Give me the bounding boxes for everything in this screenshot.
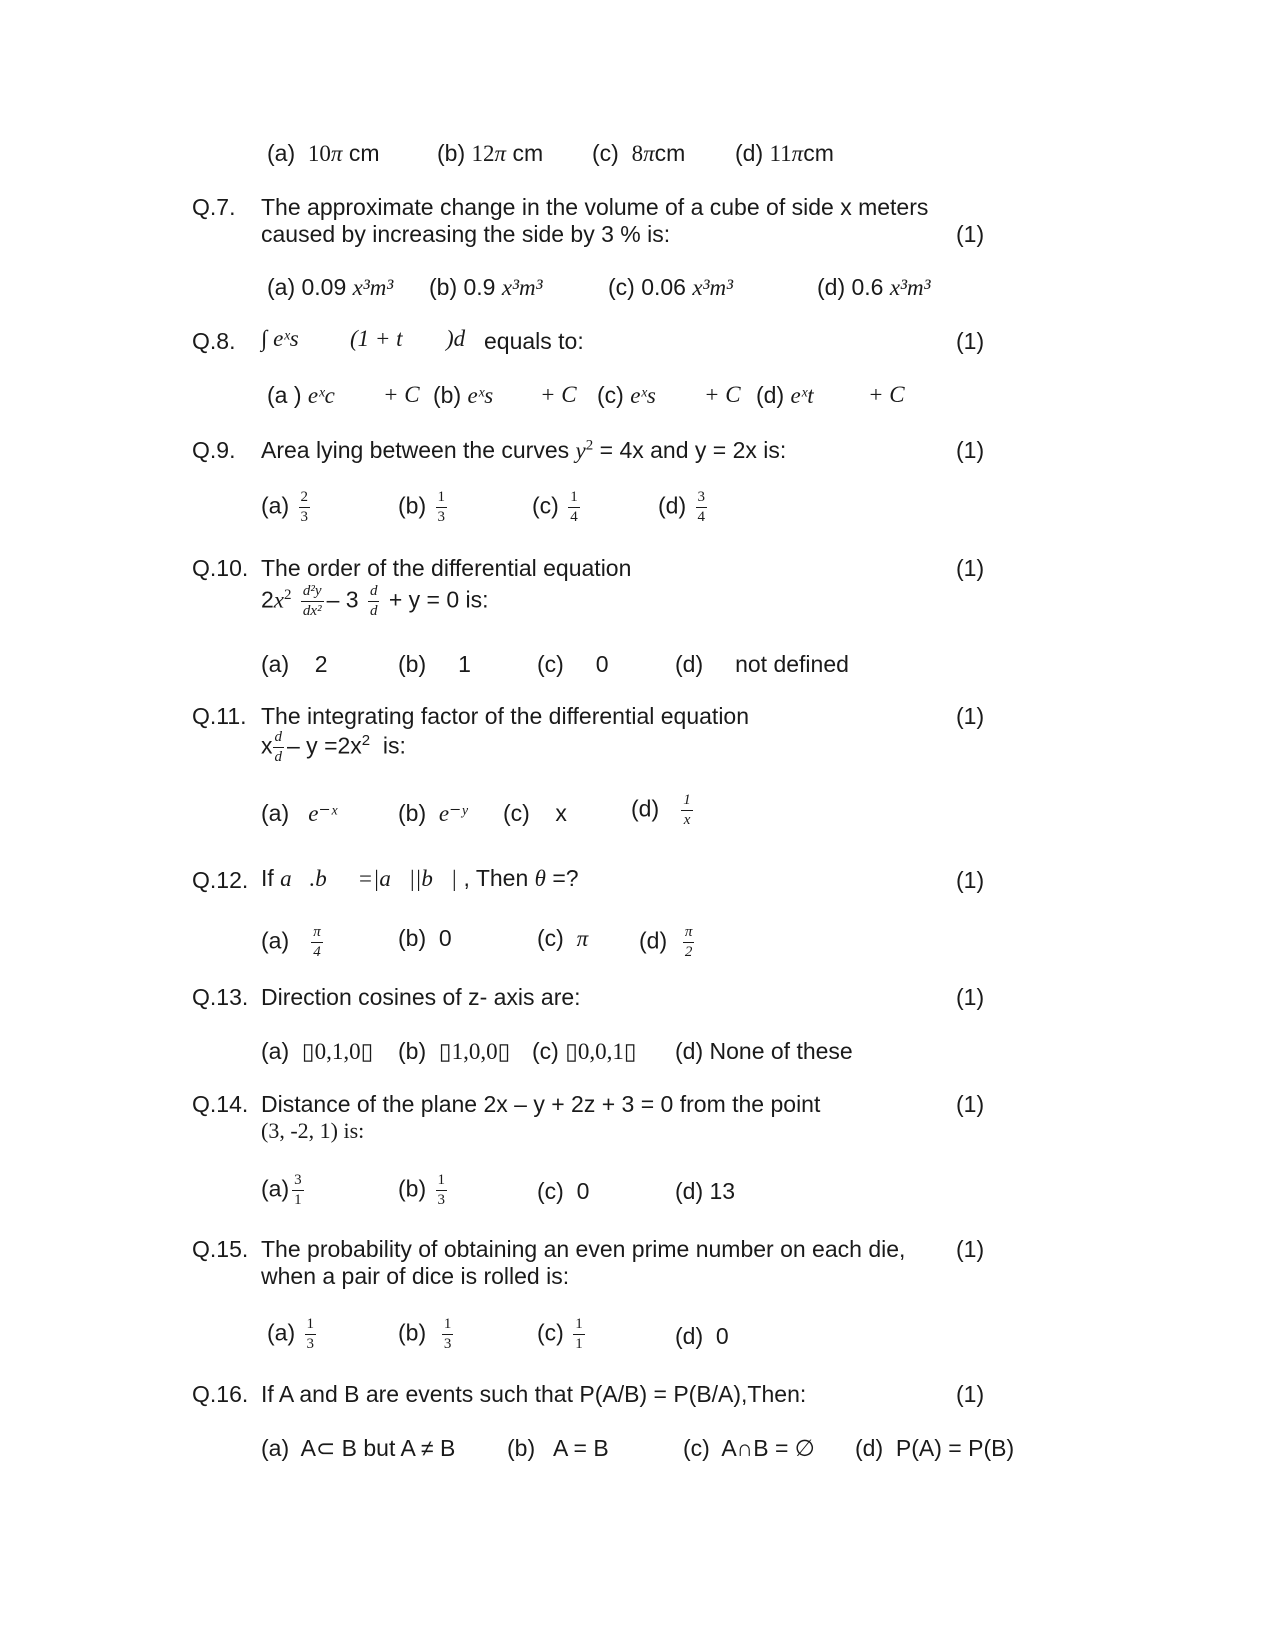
- q16-option-b: (b) A = B: [507, 1435, 609, 1461]
- q6-option-d: (d) 11πcm: [735, 140, 834, 166]
- q12-number: Q.12.: [192, 867, 249, 893]
- q7-number: Q.7.: [192, 194, 236, 220]
- q13-text: Direction cosines of z- axis are:: [261, 984, 581, 1010]
- q8-suffix: equals to:: [484, 328, 584, 354]
- q9-number: Q.9.: [192, 437, 236, 463]
- q8-option-c: (c) eˣs: [597, 382, 656, 408]
- q8-expr-part2: (1 + t: [350, 326, 403, 351]
- q13-option-b: (b) ▯1,0,0▯: [398, 1038, 511, 1064]
- q8-option-a-tail: + C: [383, 382, 420, 407]
- q10-equation: $2x^2$ $\frac{\text{d²y}}{\text{dx²}}$ – 3 $\frac{d}{d}$ + y = 0 is:: [261, 583, 489, 619]
- q12-text: If a⃗.b⃗ =|a⃗||b⃗| , Then θ =?: [261, 865, 579, 891]
- q9-option-c: (c) $\frac{1}{4}$: [532, 489, 578, 525]
- q16-option-a: (a) A⊂ B but A ≠ B: [261, 1435, 456, 1461]
- q12-option-a: (a) $\frac{\pi}{4}$: [261, 924, 321, 960]
- q8-integral: ∫ eˣs: [261, 326, 299, 351]
- q16-option-d: (d) P(A) = P(B): [855, 1435, 1015, 1461]
- q12-marks: (1): [956, 867, 985, 893]
- q10-option-b: (b) 1: [398, 651, 471, 677]
- q8-option-b-tail: + C: [540, 382, 577, 407]
- q15-marks: (1): [956, 1236, 985, 1262]
- q9-option-b: (b) $\frac{1}{3}$: [398, 489, 446, 525]
- q8-option-a: (a ) eˣc: [267, 382, 335, 408]
- q7-option-c: (c) 0.06 x³m³: [608, 274, 733, 300]
- q14-option-c: (c) 0: [537, 1178, 590, 1204]
- q11-equation: x $\frac{d}{d}$ – $y =2x^2$ is:: [261, 729, 406, 765]
- q13-marks: (1): [956, 984, 985, 1010]
- integral-sign: ∫: [261, 326, 268, 351]
- q6-option-c: (c) 8πcm: [592, 140, 686, 166]
- q15-option-c: (c) $\frac{1}{1}$: [537, 1316, 583, 1352]
- q11-marks: (1): [956, 703, 985, 729]
- q14-option-a: (a) $\frac{3}{1}$: [261, 1172, 302, 1208]
- q15-option-d: (d) 0: [675, 1323, 729, 1349]
- q10-number: Q.10.: [192, 555, 249, 581]
- q8-option-b: (b) eˣs: [433, 382, 494, 408]
- q6-option-b: (b) 12π cm: [437, 140, 544, 166]
- q15-option-b: (b) $\frac{1}{3}$: [398, 1316, 452, 1352]
- q7-option-b: (b) 0.9 x³m³: [429, 274, 543, 300]
- q16-number: Q.16.: [192, 1381, 249, 1407]
- q12-option-c: (c) π: [537, 925, 589, 951]
- q16-marks: (1): [956, 1381, 985, 1407]
- q10-option-c: (c) 0: [537, 651, 609, 677]
- q7-marks: (1): [956, 221, 985, 247]
- q8-marks: (1): [956, 328, 985, 354]
- q6-option-a: (a) 10π cm: [267, 140, 380, 166]
- q13-number: Q.13.: [192, 984, 249, 1010]
- q15-text-line1: The probability of obtaining an even prime number on each die,: [261, 1236, 906, 1262]
- q14-text-line1: Distance of the plane 2x – y + 2z + 3 = 0 from the point: [261, 1091, 821, 1117]
- q11-option-b: (b) e⁻ʸ: [398, 800, 468, 826]
- q10-text-line1: The order of the differential equation: [261, 555, 632, 581]
- q14-option-b: (b) $\frac{1}{3}$: [398, 1172, 446, 1208]
- q13-option-c: (c) ▯0,0,1▯: [532, 1038, 637, 1064]
- q12-option-b: (b) 0: [398, 925, 452, 951]
- q16-option-c: (c) A∩B = ∅: [683, 1435, 815, 1461]
- q7-text-line2: caused by increasing the side by 3 % is:: [261, 221, 671, 247]
- q12-option-d: (d) $\frac{\pi}{2}$: [639, 924, 693, 960]
- q11-option-c: (c) x: [503, 800, 567, 826]
- q8-option-d: (d) eˣt: [756, 382, 814, 408]
- q8-option-d-tail: + C: [868, 382, 905, 407]
- q9-option-a: (a) $\frac{2}{3}$: [261, 489, 309, 525]
- q13-option-a: (a) ▯0,1,0▯: [261, 1038, 374, 1064]
- q10-option-d: (d) not defined: [675, 651, 849, 677]
- q14-option-d: (d) 13: [675, 1178, 736, 1204]
- q9-marks: (1): [956, 437, 985, 463]
- q8-expr-part3: )d: [446, 326, 466, 351]
- q14-marks: (1): [956, 1091, 985, 1117]
- q15-number: Q.15.: [192, 1236, 249, 1262]
- q14-number: Q.14.: [192, 1091, 249, 1117]
- q10-marks: (1): [956, 555, 985, 581]
- q9-text: Area lying between the curves $y^2 = 4x$ and y = 2x is:: [261, 437, 787, 463]
- q7-option-d: (d) 0.6 x³m³: [817, 274, 931, 300]
- q14-text-line2: (3, -2, 1) is:: [261, 1118, 365, 1143]
- q7-text-line1: The approximate change in the volume of a cube of side x meters: [261, 194, 929, 220]
- q15-text-line2: when a pair of dice is rolled is:: [261, 1263, 570, 1289]
- q8-option-c-tail: + C: [704, 382, 741, 407]
- q11-text-line1: The integrating factor of the differential equation: [261, 703, 750, 729]
- q16-text: If A and B are events such that P(A/B) = P(B/A),Then:: [261, 1381, 807, 1407]
- q15-option-a: (a) $\frac{1}{3}$: [267, 1316, 315, 1352]
- q9-option-d: (d) $\frac{3}{4}$: [658, 489, 706, 525]
- q11-option-a: (a) e⁻ˣ: [261, 800, 338, 826]
- q11-option-d: (d) $\frac{1}{x}$: [631, 792, 691, 828]
- q13-option-d: (d) None of these: [675, 1038, 853, 1064]
- q8-number: Q.8.: [192, 328, 236, 354]
- q7-option-a: (a) 0.09 x³m³: [267, 274, 394, 300]
- q11-number: Q.11.: [192, 703, 247, 729]
- q10-option-a: (a) 2: [261, 651, 328, 677]
